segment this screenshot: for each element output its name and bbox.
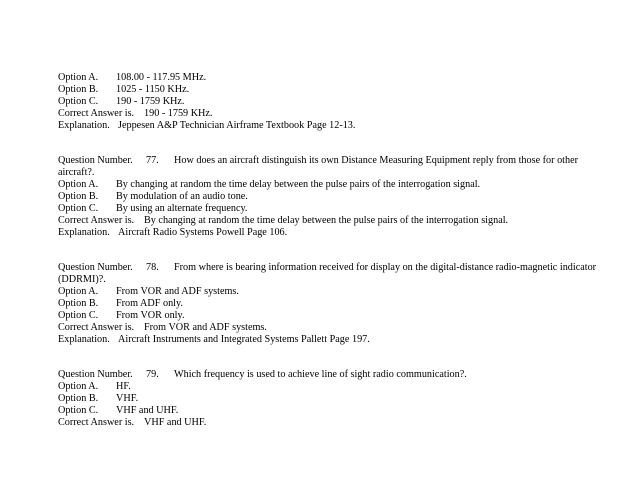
correct-answer-text: From VOR and ADF systems.	[144, 322, 267, 333]
question-text-line2: aircraft?.	[58, 167, 95, 178]
explanation-text: Aircraft Radio Systems Powell Page 106.	[118, 227, 288, 238]
option-b-text: From ADF only.	[116, 298, 183, 309]
correct-answer-label: Correct Answer is.	[58, 215, 135, 226]
explanation-label: Explanation.	[58, 120, 110, 131]
explanation-text: Jeppesen A&P Technician Airframe Textbook Page 12-13.	[118, 120, 356, 131]
option-a-label: Option A.	[58, 72, 99, 83]
option-c-text: From VOR only.	[116, 310, 185, 321]
question-text-line1: Which frequency is used to achieve line of sight radio communication?.	[174, 369, 467, 380]
option-c-line	[58, 203, 247, 215]
option-a-label: Option A.	[58, 286, 99, 297]
correct-answer-line	[58, 417, 206, 429]
option-c-label: Option C.	[58, 203, 99, 214]
question-number-label: Question Number.	[58, 155, 133, 166]
correct-answer-text: 190 - 1759 KHz.	[144, 108, 213, 119]
correct-answer-line	[58, 322, 267, 334]
option-a-text: HF.	[116, 381, 131, 392]
explanation-line	[58, 120, 355, 132]
option-c-text: By using an alternate frequency.	[116, 203, 248, 214]
explanation-line	[58, 334, 370, 346]
explanation-label: Explanation.	[58, 334, 110, 345]
explanation-line	[58, 227, 287, 239]
option-b-line	[58, 298, 183, 310]
option-b-label: Option B.	[58, 393, 99, 404]
option-a-text: 108.00 - 117.95 MHz.	[116, 72, 207, 83]
correct-answer-label: Correct Answer is.	[58, 417, 135, 428]
question-text-line1: How does an aircraft distinguish its own Distance Measuring Equipment reply from those for other	[174, 155, 579, 166]
correct-answer-line	[58, 215, 508, 227]
option-b-label: Option B.	[58, 191, 99, 202]
option-a-text: By changing at random the time delay between the pulse pairs of the interrogation signal.	[116, 179, 481, 190]
question-number: 79.	[146, 369, 159, 380]
option-b-text: 1025 - 1150 KHz.	[116, 84, 190, 95]
question-number: 77.	[146, 155, 159, 166]
question-77-line	[58, 155, 578, 167]
question-number-label: Question Number.	[58, 369, 133, 380]
question-77-line2	[58, 167, 94, 179]
option-a-line	[58, 179, 480, 191]
option-b-line	[58, 393, 138, 405]
explanation-label: Explanation.	[58, 227, 110, 238]
question-79-line	[58, 369, 467, 381]
option-c-line	[58, 310, 185, 322]
option-a-line	[58, 72, 206, 84]
option-c-line	[58, 96, 184, 108]
option-a-line	[58, 381, 131, 393]
option-a-line	[58, 286, 239, 298]
option-c-text: VHF and UHF.	[116, 405, 179, 416]
option-b-label: Option B.	[58, 298, 99, 309]
option-b-text: VHF.	[116, 393, 139, 404]
explanation-text: Aircraft Instruments and Integrated Systems Pallett Page 197.	[118, 334, 370, 345]
question-text-line1: From where is bearing information received for display on the digital-distance radio-magnetic indicator	[174, 262, 597, 273]
option-a-label: Option A.	[58, 179, 99, 190]
correct-answer-text: VHF and UHF.	[144, 417, 207, 428]
option-b-label: Option B.	[58, 84, 99, 95]
correct-answer-label: Correct Answer is.	[58, 322, 135, 333]
question-78-line2	[58, 274, 106, 286]
option-c-text: 190 - 1759 KHz.	[116, 96, 185, 107]
option-c-label: Option C.	[58, 310, 99, 321]
correct-answer-text: By changing at random the time delay between the pulse pairs of the interrogation signal.	[144, 215, 509, 226]
option-c-label: Option C.	[58, 96, 99, 107]
option-c-line	[58, 405, 178, 417]
option-b-line	[58, 191, 248, 203]
correct-answer-label: Correct Answer is.	[58, 108, 135, 119]
question-text-line2: (DDRMI)?.	[58, 274, 106, 285]
question-78-line	[58, 262, 596, 274]
option-c-label: Option C.	[58, 405, 99, 416]
option-b-line	[58, 84, 189, 96]
question-number: 78.	[146, 262, 159, 273]
option-a-label: Option A.	[58, 381, 99, 392]
question-number-label: Question Number.	[58, 262, 133, 273]
correct-answer-line	[58, 108, 212, 120]
option-a-text: From VOR and ADF systems.	[116, 286, 239, 297]
option-b-text: By modulation of an audio tone.	[116, 191, 248, 202]
